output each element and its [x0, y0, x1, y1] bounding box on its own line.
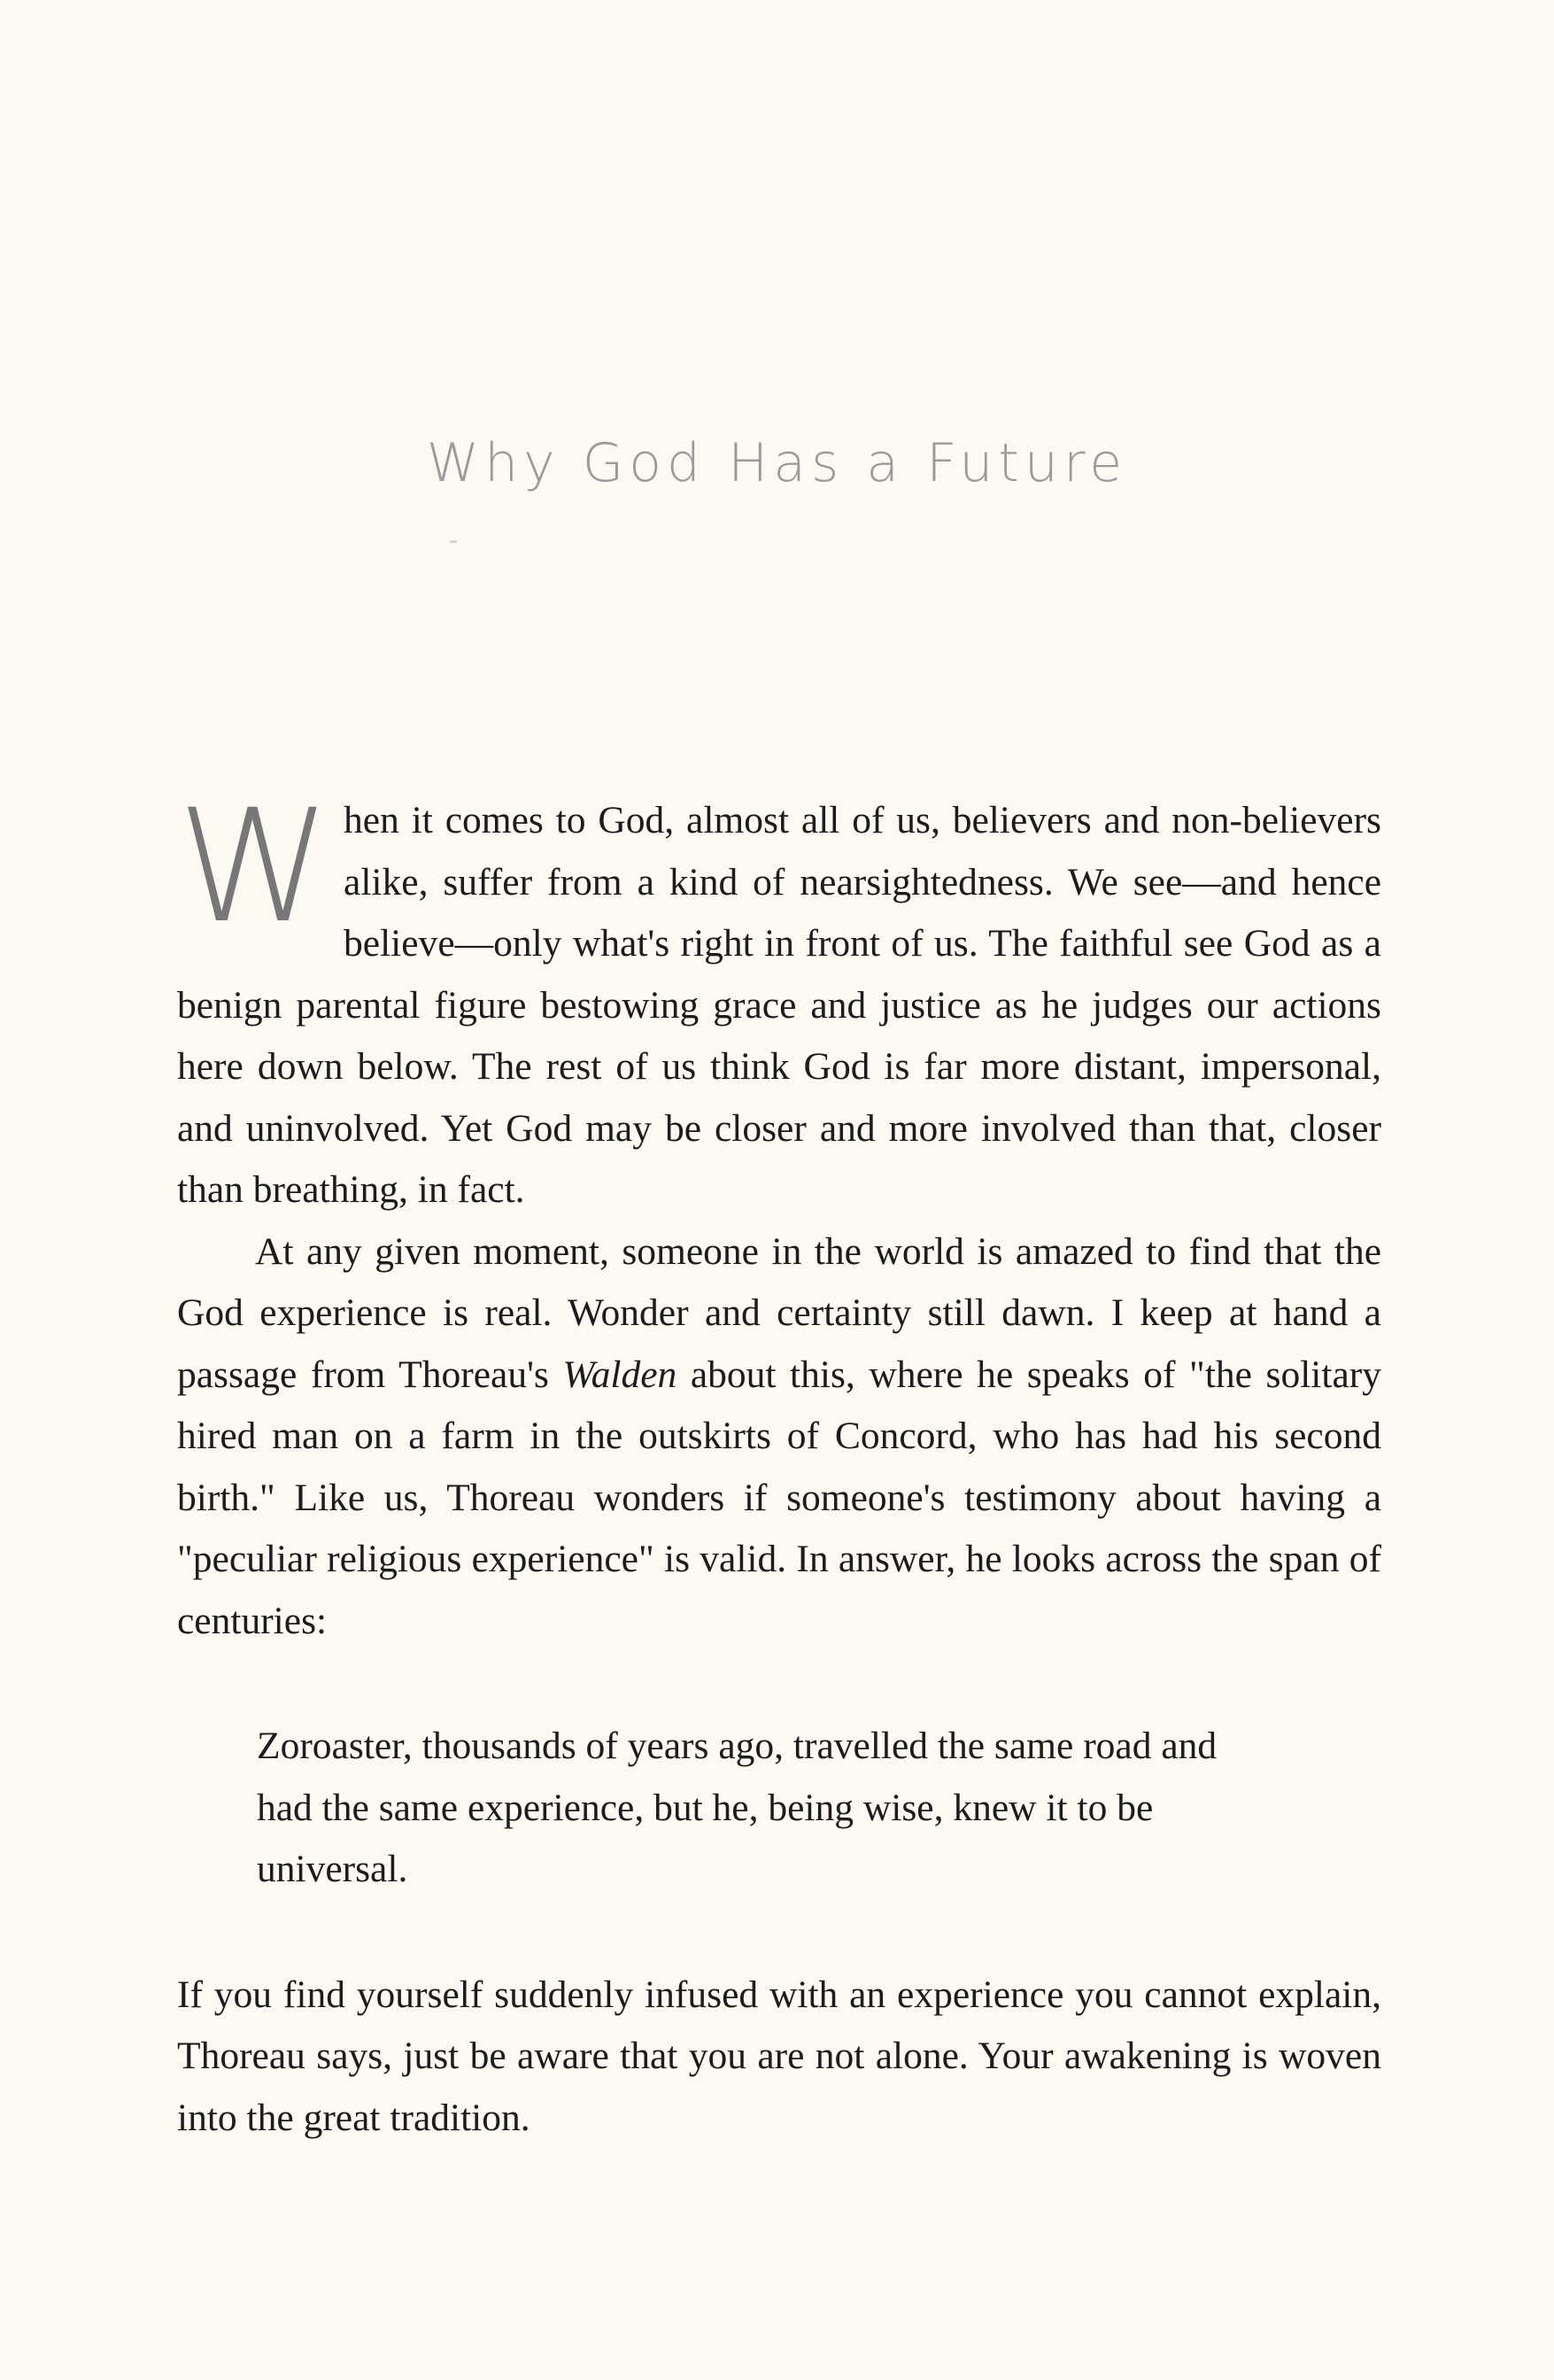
- book-title-walden: Walden: [562, 1353, 677, 1396]
- opening-paragraph-text: hen it comes to God, almost all of us, believers and non-believers alike, suffer from a kind of nearsightedness. We see—and hence believe—only what's right in front of us. The faithful see God as a benign parental figure bestowing grace and justice as he judges our actions here down below. The rest of us think God is far more distant, impersonal, and uninvolved. Yet God may be closer and more involved than that, closer than breathing, in fact.: [177, 799, 1381, 1211]
- second-paragraph-text-after: about this, where he speaks of "the solitary hired man on a farm in the outskirts of Concord, who has had his second birth." Like us, Thoreau wonders if someone's testimony about having a "peculiar religious experience" is valid. In answer, he looks across the span of centuries:: [177, 1353, 1381, 1642]
- body-text: [177, 776, 1381, 2149]
- opening-paragraph: [177, 776, 1381, 1221]
- chapter-title: Why God Has a Future: [426, 432, 1128, 495]
- block-quote: Zoroaster, thousands of years ago, travelled the same road and had the same experience, but he, being wise, knew it to be universal.: [257, 1725, 1218, 1890]
- second-paragraph: [177, 1221, 1381, 1653]
- second-paragraph-text-before: At any given moment, someone in the world is amazed to find that the God experience is real. Wonder and certainty still dawn. I keep at hand a passage from Thoreau's: [177, 1229, 1381, 1396]
- ornament-mark: [450, 540, 457, 543]
- drop-cap: W: [177, 776, 327, 957]
- closing-paragraph: If you find yourself suddenly infused with an experience you cannot explain, Thoreau says, just be aware that you are not alone. Your awakening is woven into the great tradition.: [177, 1973, 1381, 2139]
